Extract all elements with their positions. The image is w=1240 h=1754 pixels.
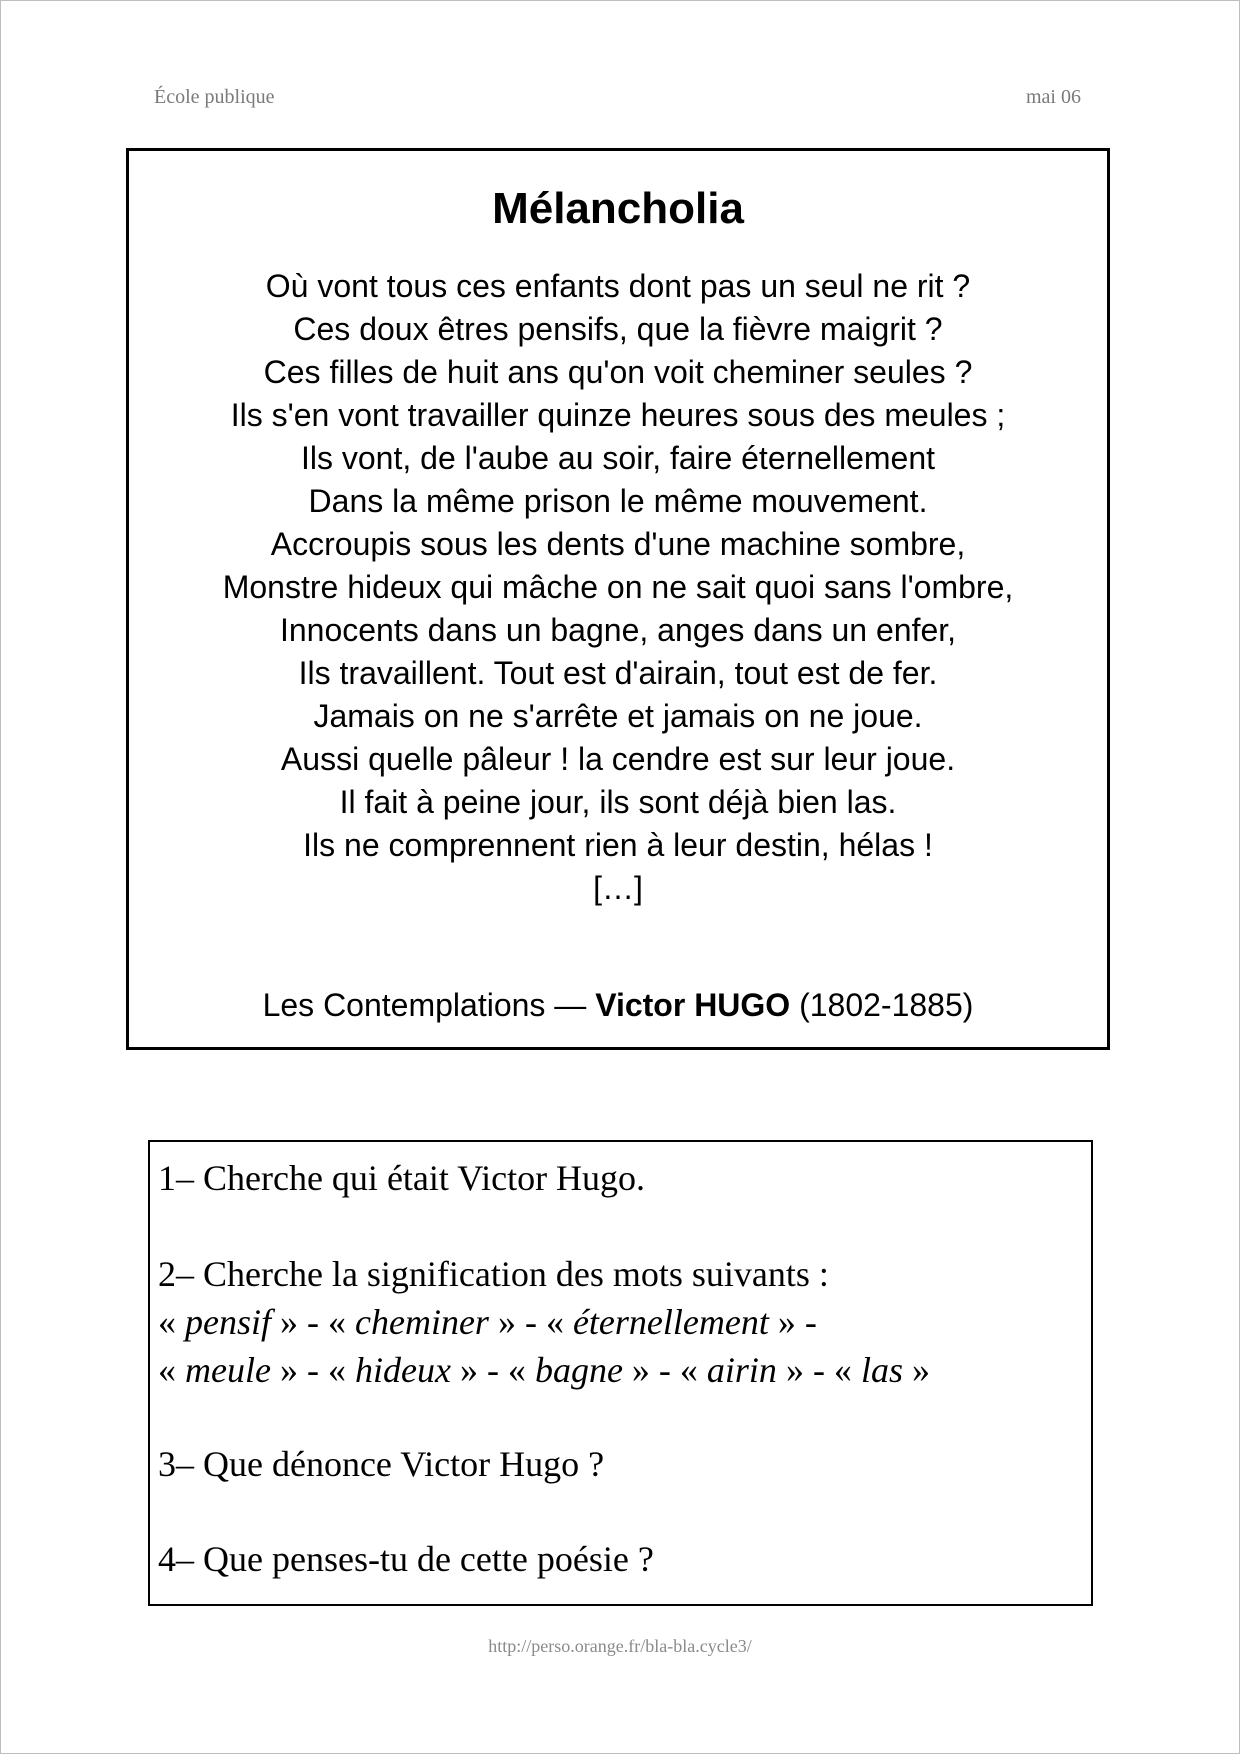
vocab-word: bagne	[534, 1350, 623, 1390]
question-4: 4– Que penses-tu de cette poésie ?	[158, 1539, 654, 1579]
poem-line: Ils travaillent. Tout est d'airain, tout est de fer.	[298, 655, 938, 691]
poem-line: Dans la même prison le même mouvement.	[308, 483, 928, 519]
vocab-word: pensif	[185, 1302, 271, 1342]
poem-line: Aussi quelle pâleur ! la cendre est sur leur joue.	[280, 741, 956, 777]
poem-author: Victor HUGO	[595, 987, 791, 1023]
question-2-text: 2– Cherche la signification des mots suivants :	[158, 1254, 829, 1294]
poem-line: Ils s'en vont travailler quinze heures sous des meules ;	[230, 397, 1006, 433]
vocab-word: las	[860, 1350, 903, 1390]
question-3: 3– Que dénonce Victor Hugo ?	[158, 1444, 605, 1484]
poem-attribution	[129, 984, 1107, 1027]
poem-source: Les Contemplations —	[262, 987, 587, 1023]
vocab-word: cheminer	[355, 1302, 489, 1342]
poem-line: Où vont tous ces enfants dont pas un seul ne rit ?	[265, 268, 971, 304]
school-name: École publique	[154, 86, 275, 108]
poem-line: Ils vont, de l'aube au soir, faire éternellement	[300, 440, 936, 476]
poem-line: Accroupis sous les dents d'une machine sombre,	[270, 526, 966, 562]
document-date: mai 06	[1026, 86, 1081, 108]
poem-ellipsis: […]	[593, 870, 643, 906]
vocabulary-line-2: « meule » - « hideux » - « bagne » - « airin » - « las »	[158, 1350, 930, 1390]
question-2	[158, 1250, 930, 1394]
questions-box	[148, 1140, 1093, 1606]
vocab-word: éternellement	[572, 1302, 769, 1342]
poem-line: Ces doux êtres pensifs, que la fièvre maigrit ?	[293, 311, 943, 347]
poem-line: Jamais on ne s'arrête et jamais on ne joue.	[313, 698, 923, 734]
poem-line: Monstre hideux qui mâche on ne sait quoi sans l'ombre,	[222, 569, 1014, 605]
author-dates: (1802-1885)	[799, 987, 974, 1023]
vocab-word: meule	[185, 1350, 271, 1390]
poem-line: Ils ne comprennent rien à leur destin, hélas !	[303, 827, 933, 863]
vocab-word: airin	[706, 1350, 777, 1390]
poem-line: Innocents dans un bagne, anges dans un enfer,	[279, 612, 957, 648]
poem-line: Il fait à peine jour, ils sont déjà bien las.	[339, 784, 897, 820]
footer-url: http://perso.orange.fr/bla-bla.cycle3/	[488, 1636, 752, 1656]
poem-lines	[129, 265, 1107, 910]
poem-title: Mélancholia	[492, 184, 744, 233]
poem-box	[126, 148, 1110, 1050]
vocabulary-line-1: « pensif » - « cheminer » - « éternellement » -	[158, 1302, 817, 1342]
poem-line: Ces filles de huit ans qu'on voit cheminer seules ?	[263, 354, 973, 390]
vocab-word: hideux	[354, 1350, 451, 1390]
question-1: 1– Cherche qui était Victor Hugo.	[158, 1158, 646, 1198]
